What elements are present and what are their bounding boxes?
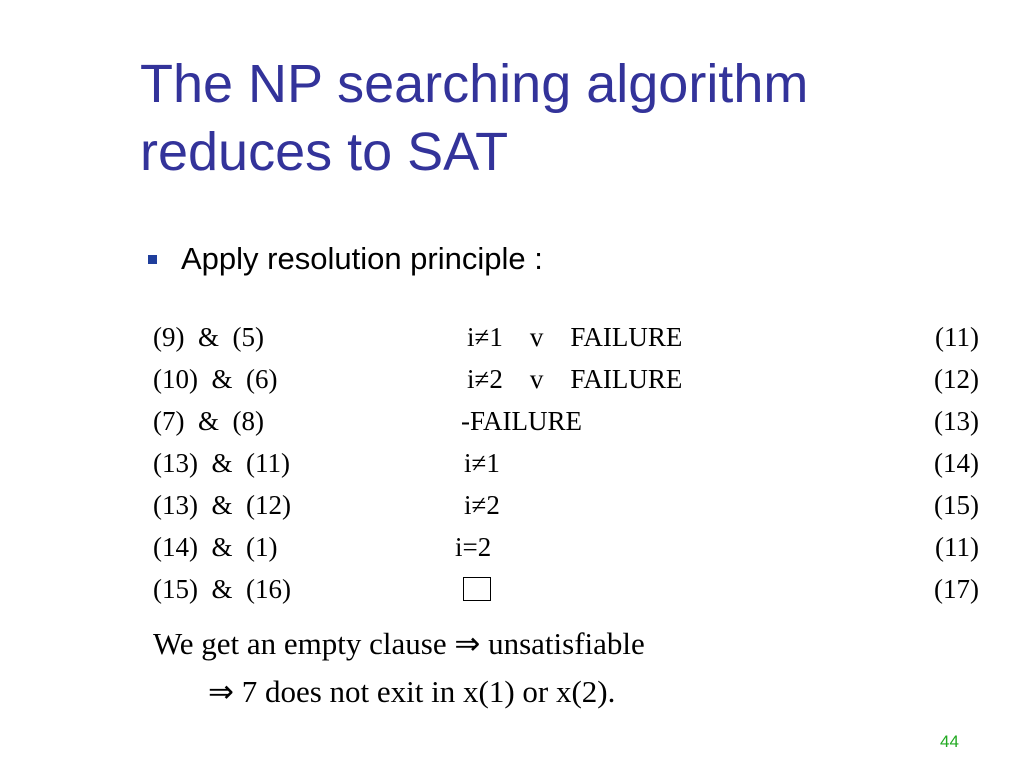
clause-label: (14)	[934, 448, 979, 478]
slide-title	[140, 50, 1000, 186]
resolution-row	[153, 322, 983, 358]
clause-label: (11)	[935, 532, 979, 562]
page-number: 44	[940, 732, 959, 751]
square-bullet-icon	[148, 255, 157, 264]
clause-label: (15)	[934, 490, 979, 520]
title-line-2: reduces to SAT	[140, 122, 509, 182]
resolvent-clause: -FAILURE	[461, 406, 582, 436]
clause-pair: (7) & (8)	[153, 406, 264, 436]
resolution-row	[153, 448, 983, 484]
conclusion-line-2: ⇒ 7 does not exit in x(1) or x(2).	[208, 674, 616, 709]
resolution-row	[153, 532, 983, 568]
resolution-row	[153, 490, 983, 526]
clause-pair: (9) & (5)	[153, 322, 264, 352]
resolution-row	[153, 364, 983, 400]
conclusion-text	[153, 620, 645, 716]
empty-clause-box-icon	[463, 577, 491, 601]
resolution-row	[153, 574, 983, 610]
clause-pair: (13) & (11)	[153, 448, 290, 478]
resolvent-clause: i≠2 v FAILURE	[467, 364, 683, 394]
clause-label: (12)	[934, 364, 979, 394]
resolvent-clause: i≠1	[464, 448, 500, 478]
bullet-text: Apply resolution principle :	[181, 241, 543, 276]
clause-pair: (10) & (6)	[153, 364, 278, 394]
resolvent-clause: i≠1 v FAILURE	[467, 322, 683, 352]
clause-pair: (14) & (1)	[153, 532, 278, 562]
clause-label: (11)	[935, 322, 979, 352]
resolvent-clause	[459, 574, 491, 605]
title-line-1: The NP searching algorithm	[140, 54, 809, 114]
resolvent-clause: i=2	[455, 532, 492, 562]
clause-label: (13)	[934, 406, 979, 436]
clause-label: (17)	[934, 574, 979, 604]
resolvent-clause: i≠2	[464, 490, 500, 520]
conclusion-line-1: We get an empty clause ⇒ unsatisfiable	[153, 626, 645, 661]
resolution-row	[153, 406, 983, 442]
clause-pair: (15) & (16)	[153, 574, 291, 604]
clause-pair: (13) & (12)	[153, 490, 291, 520]
